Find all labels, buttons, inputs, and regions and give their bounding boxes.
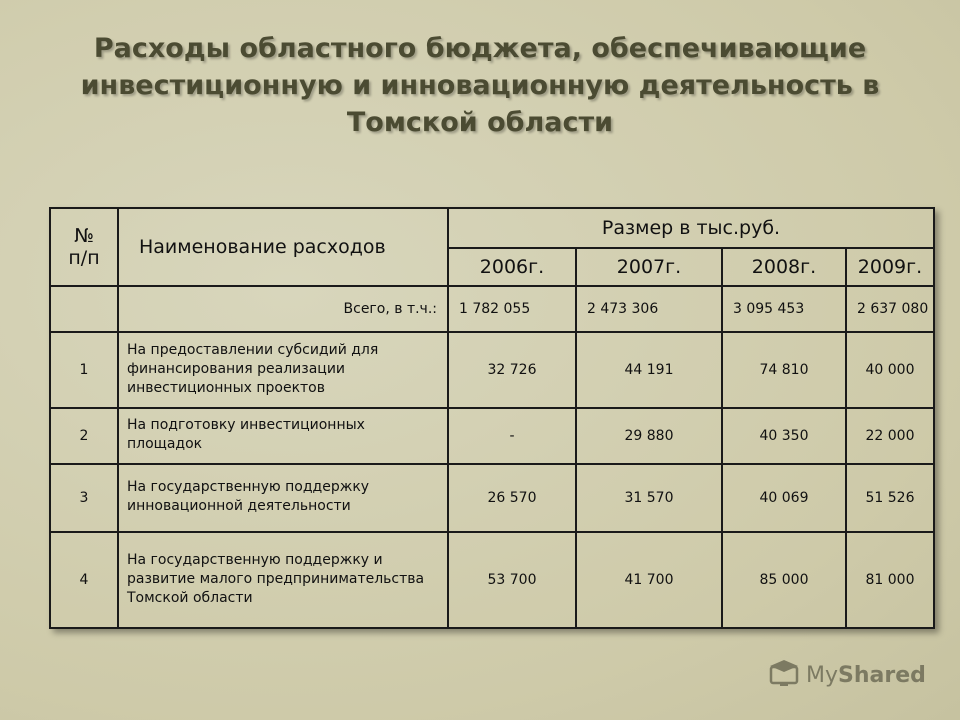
year-cell: 2006г. [448,248,576,286]
mortarboard-monitor-icon [768,658,800,692]
row-value: 29 880 [576,408,722,464]
watermark-part2: Shared [838,662,926,688]
watermark-text [806,663,926,688]
row-value: 26 570 [448,464,576,532]
row-num: 3 [50,464,118,532]
table-row [50,408,934,464]
table-row [50,332,934,408]
row-value: 41 700 [576,532,722,628]
year-cell: 2009г. [846,248,934,286]
row-value: 44 191 [576,332,722,408]
slide-title: Расходы областного бюджета, обеспечивающие инвестиционную и инновационную деятельность в Томской области [80,33,880,138]
year-cell: 2008г. [722,248,846,286]
row-value: 40 000 [846,332,934,408]
header-num: № п/п [50,208,118,286]
total-value: 2 473 306 [576,286,722,332]
row-value: 74 810 [722,332,846,408]
table-row [50,464,934,532]
row-value: 40 069 [722,464,846,532]
myshared-watermark [768,660,926,690]
row-value: 40 350 [722,408,846,464]
row-value: 53 700 [448,532,576,628]
total-row [50,286,934,332]
row-num: 4 [50,532,118,628]
row-name: На государственную поддержку и развитие малого предпринимательства Томской области [118,532,448,628]
year-cell: 2007г. [576,248,722,286]
row-num: 2 [50,408,118,464]
row-value: 51 526 [846,464,934,532]
row-value: 85 000 [722,532,846,628]
header-size: Размер в тыс.руб. [448,208,934,248]
watermark-part1: My [806,662,839,688]
total-value: 3 095 453 [722,286,846,332]
row-name: На подготовку инвестиционных площадок [118,408,448,464]
row-value: - [448,408,576,464]
total-label: Всего, в т.ч.: [118,286,448,332]
header-name: Наименование расходов [118,208,448,286]
table-row [50,532,934,628]
row-name: На предоставлении субсидий для финансирования реализации инвестиционных проектов [118,332,448,408]
row-value: 81 000 [846,532,934,628]
row-value: 22 000 [846,408,934,464]
total-value: 1 782 055 [448,286,576,332]
header-row [50,208,934,248]
budget-table [49,207,935,629]
row-name: На государственную поддержку инновационной деятельности [118,464,448,532]
row-value: 32 726 [448,332,576,408]
row-value: 31 570 [576,464,722,532]
total-num-cell [50,286,118,332]
total-value: 2 637 080 [846,286,934,332]
row-num: 1 [50,332,118,408]
